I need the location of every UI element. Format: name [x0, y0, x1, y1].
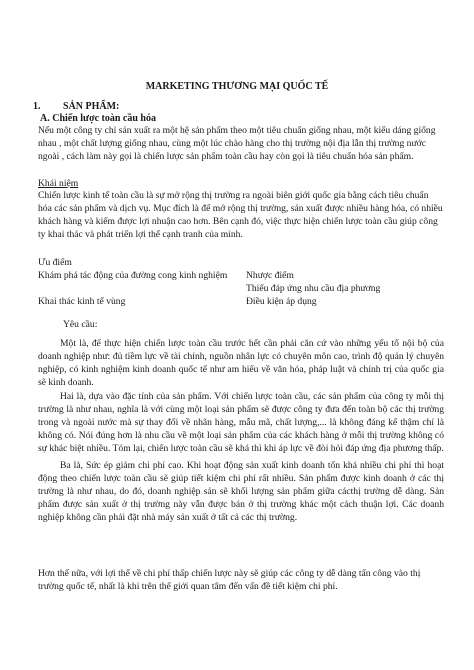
- document-title: MARKETING THƯƠNG MẠI QUỐC TẾ: [145, 81, 329, 92]
- concept-label: Khái niệm: [38, 178, 79, 189]
- conclusion-paragraph: Hơn thế nữa, với lợi thế về chi phí thấp chiến lược này sẽ giúp các công ty dễ dàng tấn công vào thị trường quốc tế, nhất là khi trên thế giới quan tâm đến vấn đề tiết kiệm chi phí.: [38, 568, 421, 592]
- requirement-paragraph: Ba là, Sức ép giảm chi phí cao. Khi hoạt động sản xuất kinh doanh tốn khá nhiều chi phí thì hoạt động theo chiến lược toàn cầu sẽ giúp tiết kiệm chi phí rất nhiều. Sản phẩm được kinh doanh ở các thị trường là như nhau, do đó, doanh nghiệp sản sẽ khối lượng sản phẩm giữa cácthị trường dễ dàng. Sản phẩm được sản xuất ở thị trường này vẫn được bán ở thị trường khác một cách thuận lợi. Các doanh nghiệp không cần phải đặt nhà máy sản xuất ở tất cả các thị trường.: [38, 460, 444, 523]
- requirement-paragraph: Một là, để thực hiện chiến lược toàn cầu trước hết cần phải căn cứ vào những yếu tố nội bộ của doanh nghiệp như: đủ tiềm lực về tài chính, nguồn nhân lực có chuyên môn cao, trình độ quản lý chuyên nghiệp, có kinh nghiệm kinh doanh quốc tế như am hiểu về văn hóa, pháp luật và chính trị của quốc gia sẽ kinh doanh.: [38, 338, 444, 388]
- pros-label: Ưu điểm: [38, 257, 72, 268]
- pros-cons-row: [38, 295, 317, 308]
- pros-item: Khai thác kinh tế vùng: [38, 296, 126, 307]
- intro-paragraph: Nếu một công ty chỉ sản xuất ra một hệ sản phẩm theo một tiêu chuẩn giống nhau, một kiểu dáng giống nhau , một chất lượng giống nhau, cùng một lúc chào hàng cho thị trường nội địa lẫn thị trường nước ngoài , cách làm này gọi là chiến lược sản phẩm toàn cầu hay còn gọi là tiêu chuẩn hóa sản phẩm.: [38, 125, 436, 162]
- cons-item: Điều kiện áp dụng: [246, 296, 317, 307]
- pros-item: Khám phá tác động của đường cong kinh nghiệm: [38, 270, 228, 281]
- cons-item: Thiếu đáp ứng nhu cầu địa phương: [246, 283, 381, 294]
- requirements-label: Yêu cầu:: [63, 319, 98, 330]
- pros-cons-row: [38, 269, 294, 282]
- concept-paragraph: Chiến lược kinh tế toàn cầu là sự mở rộng thị trường ra ngoài biên giới quốc gia bằng cách tiêu chuẩn hóa các sản phẩm và dịch vụ. Mục đích là để mở rộng thị trường, sản xuất được nhiều hàng hóa, có nhiều khách hàng và kiếm được lợi nhuận cao hơn. Bên cạnh đó, việc thực hiện chiến lược toàn cầu giúp công ty khai thác và phát triển lợi thế cạnh tranh của mình.: [38, 190, 443, 240]
- cons-label: Nhược điểm: [246, 270, 294, 281]
- section-title: SẢN PHẨM:: [63, 101, 120, 112]
- section-number: 1.: [33, 101, 41, 112]
- subsection-heading: A. Chiến lược toàn cầu hóa: [40, 113, 156, 124]
- requirement-paragraph: Hai là, dựa vào đặc tính của sản phẩm. Với chiến lược toàn cầu, các sản phẩm của công ty mỗi thị trường là như nhau, nghĩa là với cùng một loại sản phẩm sẽ được công ty đưa đến toàn bộ các thị trường trong và ngoài nước mà sự thay đổi về nhãn hàng, mẫu mã, chất lượng,... là không đáng kể thậm chí là không có. Nói đúng hơn là nhu cầu về một loại sản phẩm của các khách hàng ở mỗi thị trường không có sự khác biệt nhiều. Tóm lại, chiến lược toàn cầu sẽ khá thì khi áp lực về đòi hỏi đáp ứng địa phương thấp.: [38, 391, 444, 454]
